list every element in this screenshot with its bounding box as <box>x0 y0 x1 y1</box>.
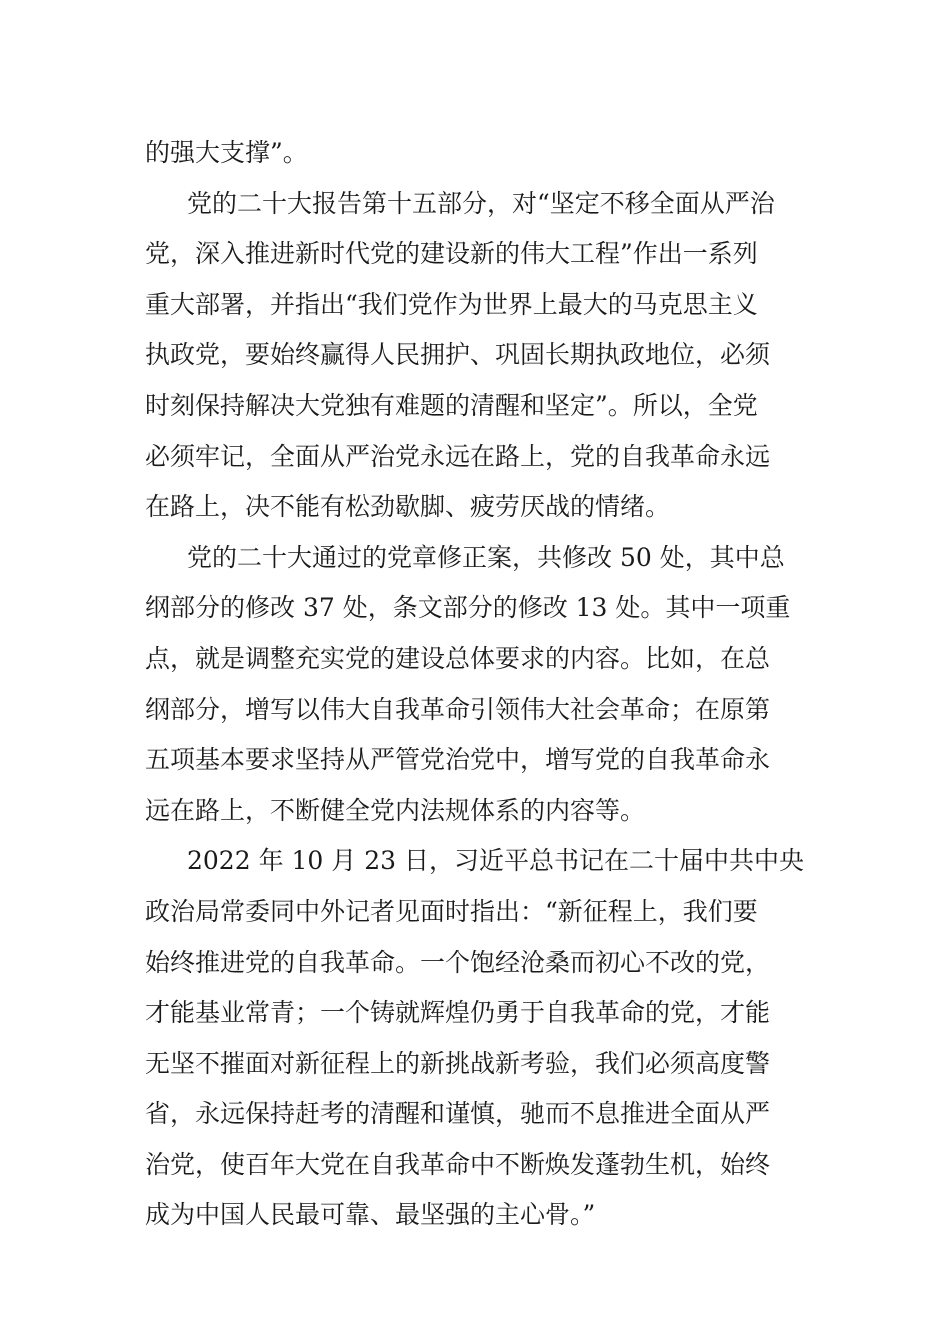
paragraph-3-line: 远在路上，不断健全党内法规体系的内容等。 <box>145 795 646 825</box>
paragraph-continuation-line: 的强大支撑”。 <box>145 138 308 167</box>
paragraph-3-line: 党的二十大通过的党章修正案，共修改 50 处，其中总 <box>187 542 785 572</box>
body-text <box>145 128 805 1241</box>
paragraph-2-line: 必须牢记，全面从严治党永远在路上，党的自我革命永远 <box>145 441 771 471</box>
paragraph-4-line: 无坚不摧面对新征程上的新挑战新考验，我们必须高度警 <box>145 1048 771 1078</box>
paragraph-2-line: 党的二十大报告第十五部分，对“坚定不移全面从严治 <box>187 188 775 218</box>
paragraph-4-line: 成为中国人民最可靠、最坚强的主心骨。” <box>145 1200 596 1230</box>
paragraph-3-line: 纲部分的修改 37 处，条文部分的修改 13 处。其中一项重 <box>145 593 791 623</box>
paragraph-2-line: 重大部署，并指出“我们党作为世界上最大的马克思主义 <box>145 289 758 319</box>
paragraph-2-line: 党，深入推进新时代党的建设新的伟大工程”作出一系列 <box>145 239 758 269</box>
paragraph-4-line: 政治局常委同中外记者见面时指出：“新征程上，我们要 <box>145 896 758 926</box>
paragraph-3-line: 点，就是调整充实党的建设总体要求的内容。比如，在总 <box>145 643 771 673</box>
paragraph-4-line: 省，永远保持赶考的清醒和谨慎，驰而不息推进全面从严 <box>145 1099 771 1129</box>
paragraph-4-line: 2022 年 10 月 23 日，习近平总书记在二十届中共中央 <box>187 846 804 876</box>
paragraph-2-line: 在路上，决不能有松劲歇脚、疲劳厌战的情绪。 <box>145 492 671 522</box>
paragraph-4-line: 才能基业常青；一个铸就辉煌仍勇于自我革命的党，才能 <box>145 998 771 1028</box>
paragraph-4-line: 治党，使百年大党在自我革命中不断焕发蓬勃生机，始终 <box>145 1149 771 1179</box>
paragraph-4-line: 始终推进党的自我革命。一个饱经沧桑而初心不改的党， <box>145 947 771 977</box>
paragraph-2-line: 执政党，要始终赢得人民拥护、巩固长期执政地位，必须 <box>145 340 771 370</box>
paragraph-2-line: 时刻保持解决大党独有难题的清醒和坚定”。所以，全党 <box>145 390 758 420</box>
paragraph-3-line: 五项基本要求坚持从严管党治党中，增写党的自我革命永 <box>145 745 771 775</box>
paragraph-3-line: 纲部分，增写以伟大自我革命引领伟大社会革命；在原第 <box>145 694 771 724</box>
